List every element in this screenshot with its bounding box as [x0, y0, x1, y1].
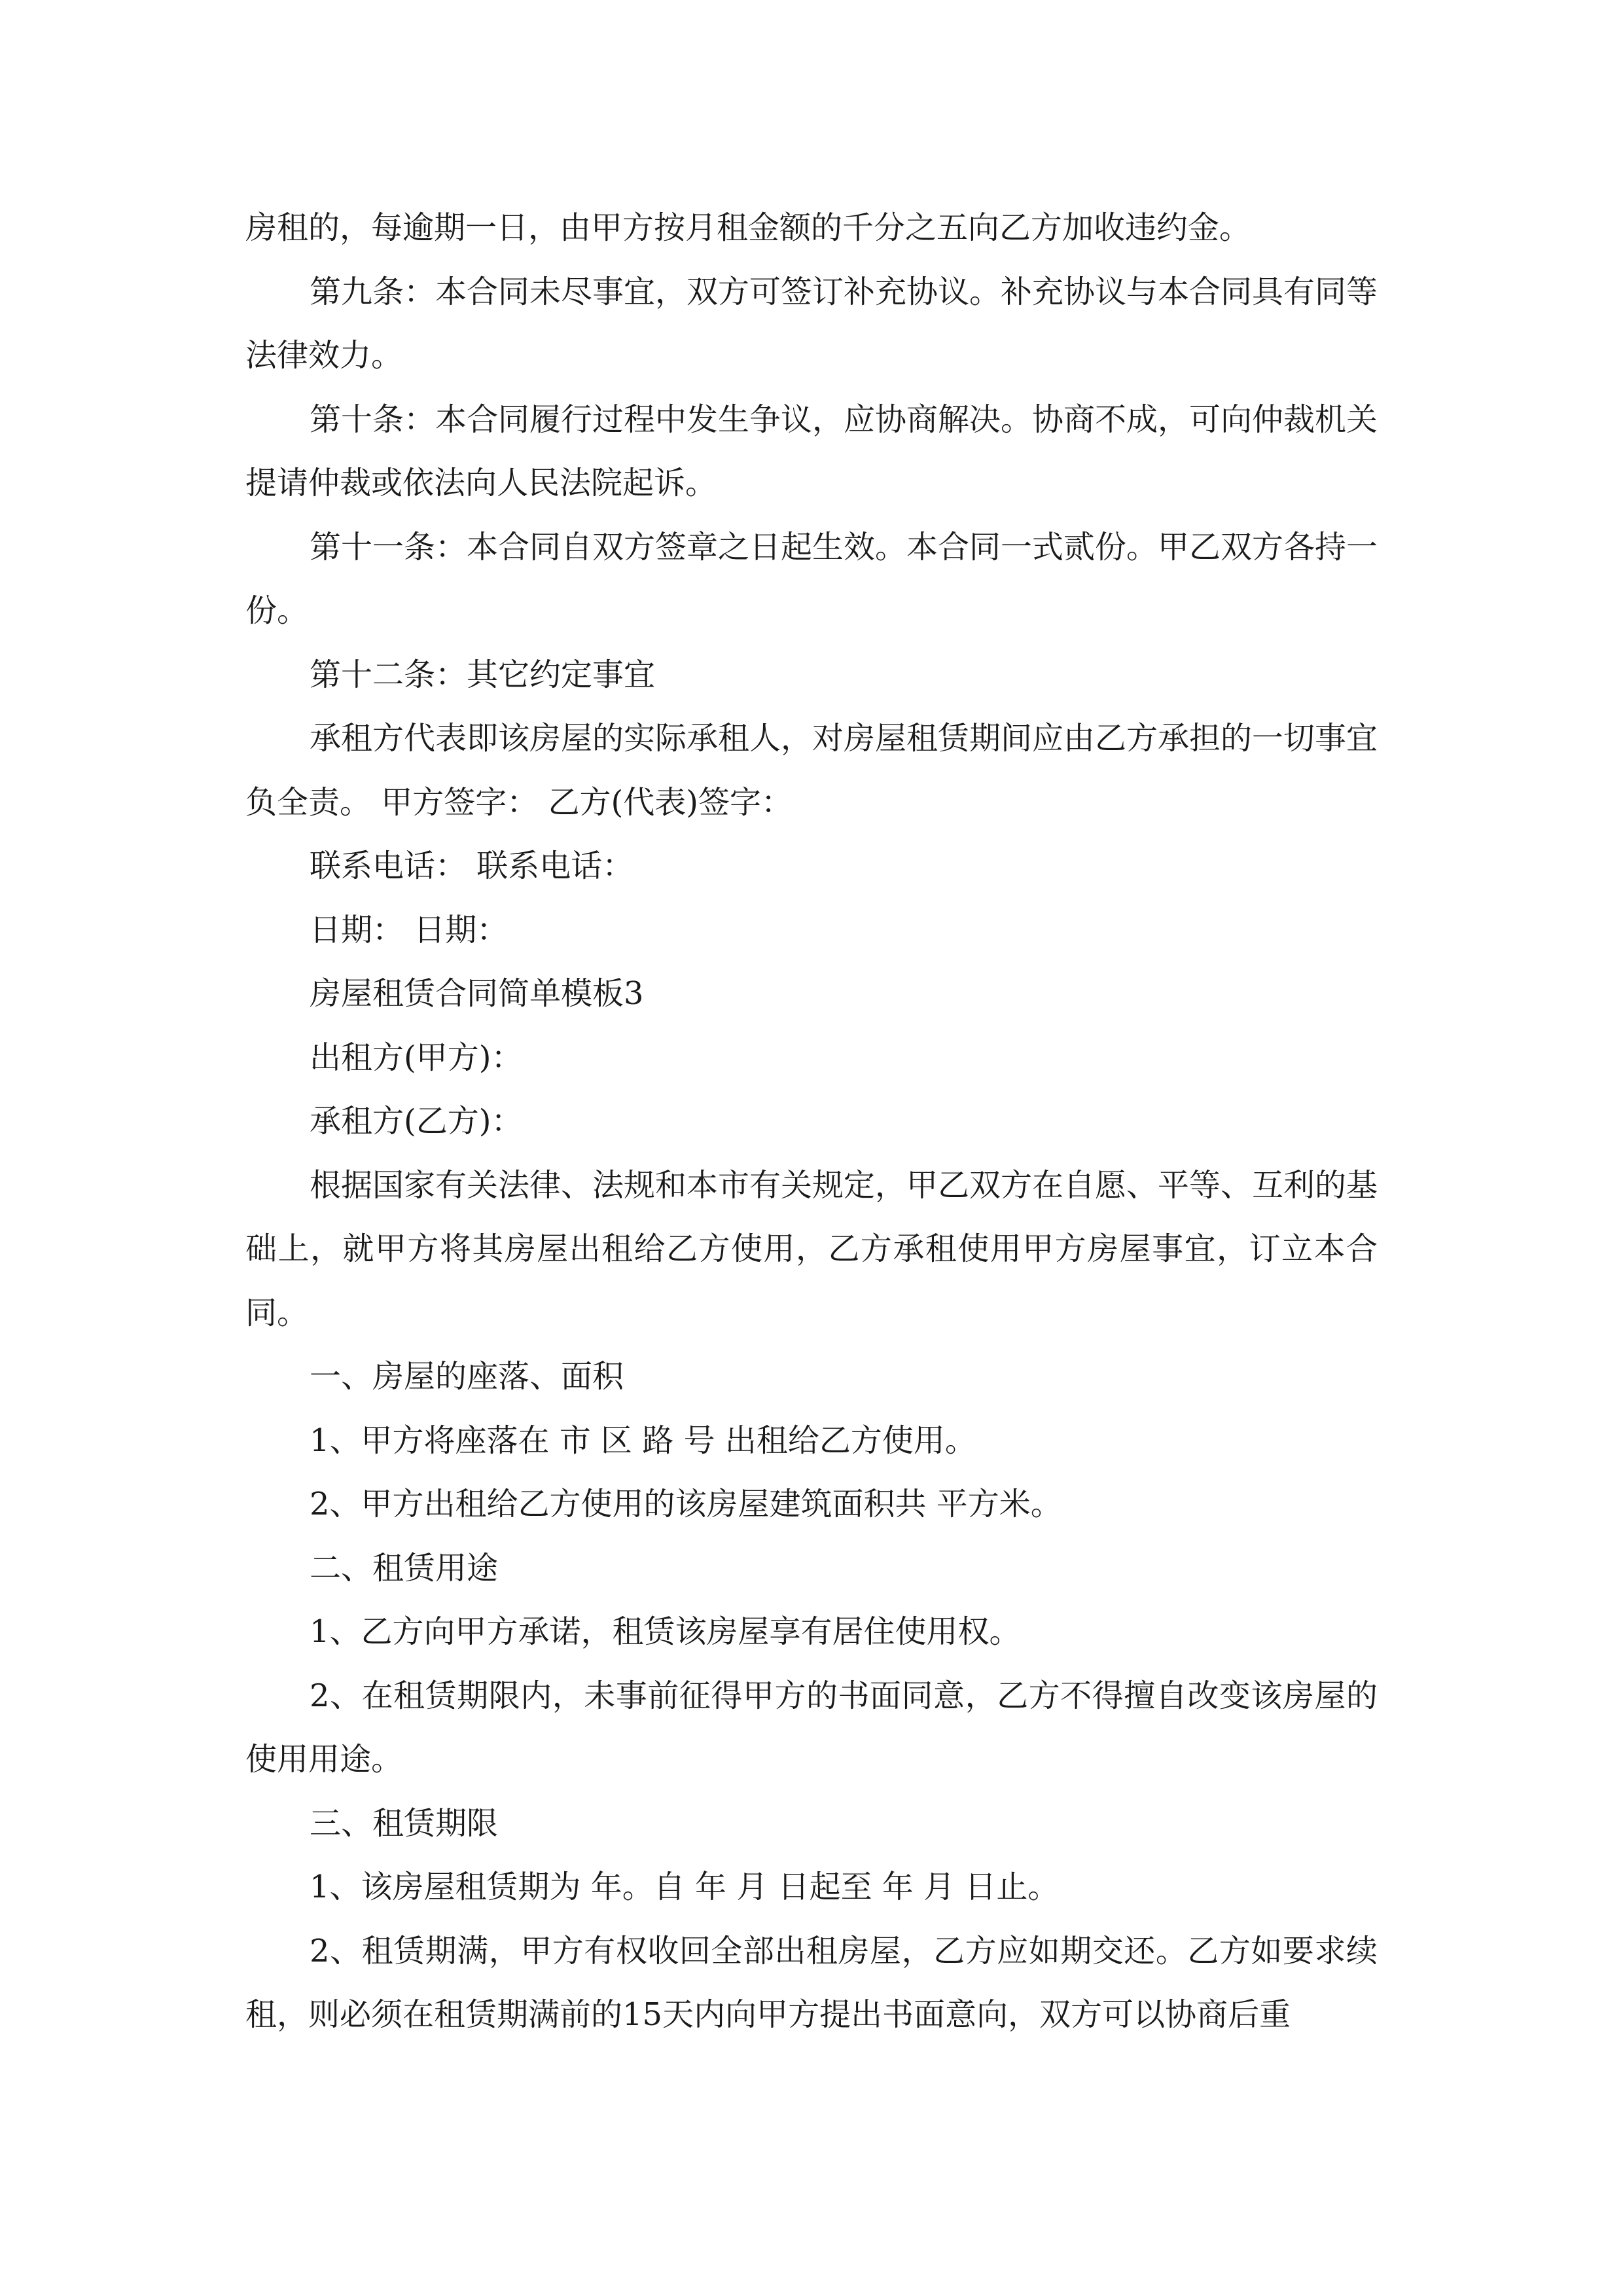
paragraph-area: 2、甲方出租给乙方使用的该房屋建筑面积共 平方米。: [310, 1486, 1062, 1522]
paragraph-lessor: 出租方(甲方)：: [310, 1039, 523, 1076]
paragraph-purpose-2: 2、在租赁期限内，未事前征得甲方的书面同意，乙方不得擅自改变该房屋的使用用途。: [245, 1677, 1378, 1778]
paragraph-article-12: 第十二条：其它约定事宜: [310, 656, 656, 693]
document-body: [245, 196, 1378, 2047]
paragraph-contact-phone: 联系电话： 联系电话：: [310, 848, 634, 884]
paragraph-article-10: 第十条：本合同履行过程中发生争议，应协商解决。协商不成，可向仲裁机关提请仲裁或依法向人民法院起诉。: [245, 401, 1378, 501]
heading-lease-term: 三、租赁期限: [310, 1804, 499, 1842]
paragraph-term-1: 1、该房屋租赁期为 年。自 年 月 日起至 年 月 日止。: [310, 1869, 1060, 1905]
paragraph-term-2: 2、租赁期满，甲方有权收回全部出租房屋，乙方应如期交还。乙方如要求续租，则必须在租赁期满前的15天内向甲方提出书面意向，双方可以协商后重: [245, 1932, 1378, 2033]
paragraph-article-9: 第九条：本合同未尽事宜，双方可签订补充协议。补充协议与本合同具有同等法律效力。: [245, 273, 1378, 374]
heading-location-area: 一、房屋的座落、面积: [310, 1358, 624, 1395]
paragraph-preamble: 根据国家有关法律、法规和本市有关规定，甲乙双方在自愿、平等、互利的基础上，就甲方将其房屋出租给乙方使用，乙方承租使用甲方房屋事宜，订立本合同。: [245, 1166, 1378, 1331]
heading-lease-purpose: 二、租赁用途: [310, 1549, 499, 1587]
paragraph-late-rent-penalty: 房租的，每逾期一日，由甲方按月租金额的千分之五向乙方加收违约金。: [245, 209, 1251, 246]
paragraph-date: 日期： 日期：: [310, 911, 508, 948]
paragraph-lessee: 承租方(乙方)：: [310, 1103, 523, 1139]
paragraph-article-11: 第十一条：本合同自双方签章之日起生效。本合同一式贰份。甲乙双方各持一份。: [245, 528, 1378, 629]
section-title-template-3: 房屋租赁合同简单模板3: [310, 975, 644, 1012]
paragraph-location: 1、甲方将座落在 市 区 路 号 出租给乙方使用。: [310, 1422, 976, 1459]
paragraph-tenant-representative: 承租方代表即该房屋的实际承租人，对房屋租赁期间应由乙方承担的一切事宜负全责。 甲方签字： 乙方(代表)签字：: [245, 720, 1378, 821]
paragraph-purpose-1: 1、乙方向甲方承诺，租赁该房屋享有居住使用权。: [310, 1613, 1021, 1650]
